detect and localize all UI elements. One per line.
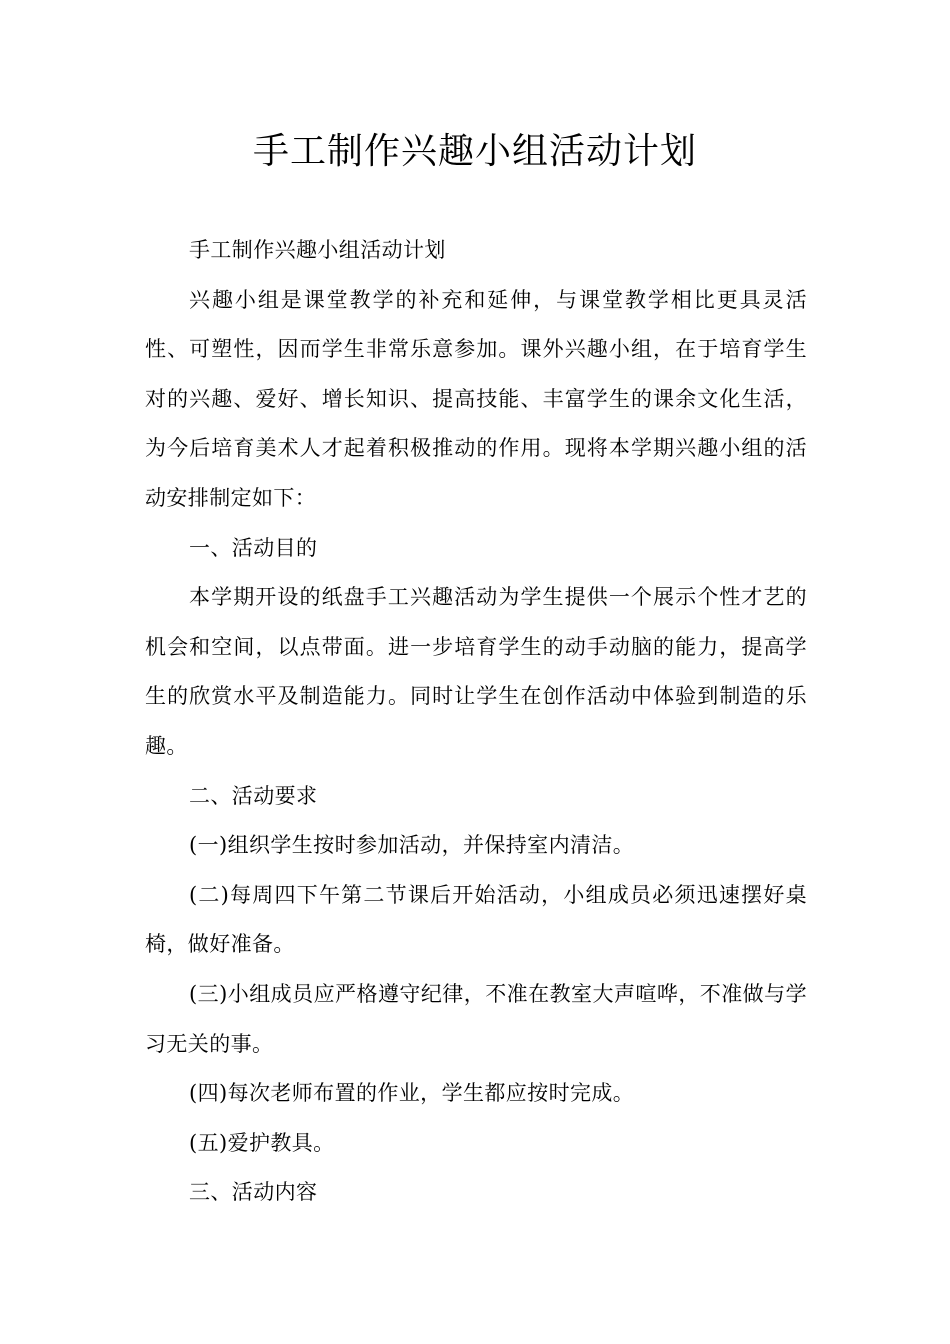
- section-heading-requirements: 二、活动要求: [189, 783, 318, 808]
- document-body: [145, 226, 807, 1218]
- requirement-item-2: (二)每周四下午第二节课后开始活动，小组成员必须迅速摆好桌椅，做好准备。: [145, 882, 807, 957]
- paragraph-purpose: 本学期开设的纸盘手工兴趣活动为学生提供一个展示个性才艺的机会和空间，以点带面。进一步培育学生的动手动脑的能力，提高学生的欣赏水平及制造能力。同时让学生在创作活动中体验到制造的乐趣。: [145, 585, 807, 758]
- requirement-item-5: (五)爱护教具。: [189, 1130, 335, 1155]
- requirement-item-4: (四)每次老师布置的作业，学生都应按时完成。: [189, 1081, 635, 1106]
- paragraph-intro: 兴趣小组是课堂教学的补充和延伸，与课堂教学相比更具灵活性、可塑性，因而学生非常乐意参加。课外兴趣小组，在于培育学生对的兴趣、爱好、增长知识、提高技能、丰富学生的课余文化生活，为今后培育美术人才起着积极推动的作用。现将本学期兴趣小组的活动安排制定如下：: [145, 287, 807, 510]
- section-heading-purpose: 一、活动目的: [189, 535, 318, 560]
- requirement-item-3: (三)小组成员应严格遵守纪律，不准在教室大声喧哗，不准做与学习无关的事。: [145, 981, 807, 1056]
- requirement-item-1: (一)组织学生按时参加活动，并保持室内清洁。: [189, 833, 635, 858]
- paragraph-subtitle: 手工制作兴趣小组活动计划: [189, 238, 446, 262]
- document-title: 手工制作兴趣小组活动计划: [252, 131, 697, 172]
- section-heading-content: 三、活动内容: [189, 1180, 318, 1205]
